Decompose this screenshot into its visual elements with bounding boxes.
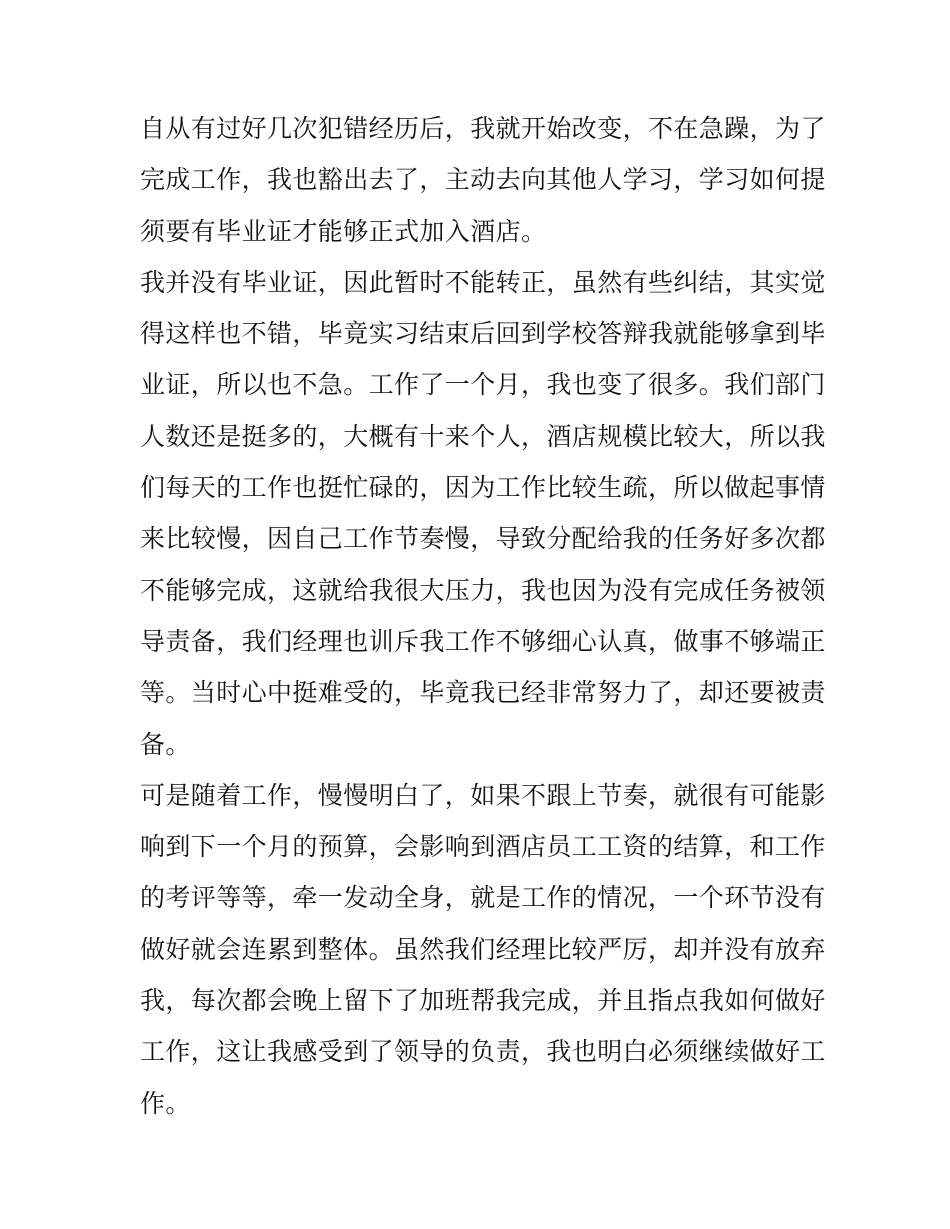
paragraph-1-line-1: 自从有过好几次犯错经历后，我就开始改变，不在急躁，为了	[140, 114, 826, 143]
paragraph-2-line-9: 等。当时心中挺难受的，毕竟我已经非常努力了，却还要被责	[140, 678, 826, 708]
paragraph-2-line-7: 不能够完成，这就给我很大压力，我也因为没有完成任务被领	[140, 575, 826, 605]
paragraph-1-line-3: 须要有毕业证才能够正式加入酒店。	[140, 216, 547, 246]
paragraph-2-line-5: 们每天的工作也挺忙碌的，因为工作比较生疏，所以做起事情	[140, 473, 826, 503]
paragraph-3-line-3: 的考评等等，牵一发动全身，就是工作的情况，一个环节没有	[140, 883, 826, 913]
paragraph-2-line-4: 人数还是挺多的，大概有十来个人，酒店规模比较大，所以我	[140, 421, 826, 451]
paragraph-3-line-1: 可是随着工作，慢慢明白了，如果不跟上节奏，就很有可能影	[140, 780, 826, 810]
paragraph-3-line-6: 工作，这让我感受到了领导的负责，我也明白必须继续做好工	[140, 1037, 826, 1067]
document-body	[140, 103, 826, 1129]
paragraph-3-line-5: 我，每次都会晚上留下了加班帮我完成，并且指点我如何做好	[140, 986, 826, 1016]
paragraph-2-line-6: 来比较慢，因自己工作节奏慢，导致分配给我的任务好多次都	[140, 524, 826, 554]
paragraph-3-line-7: 作。	[140, 1088, 191, 1118]
paragraph-3-line-2: 响到下一个月的预算，会影响到酒店员工工资的结算，和工作	[140, 832, 826, 862]
paragraph-3-line-4: 做好就会连累到整体。虽然我们经理比较严厉，却并没有放弃	[140, 934, 826, 964]
paragraph-2-line-2: 得这样也不错，毕竟实习结束后回到学校答辩我就能够拿到毕	[140, 319, 826, 349]
paragraph-1-line-2: 完成工作，我也豁出去了，主动去向其他人学习，学习如何提	[140, 165, 826, 195]
paragraph-2-line-8: 导责备，我们经理也训斥我工作不够细心认真，做事不够端正	[140, 626, 826, 656]
paragraph-2-line-1: 我并没有毕业证，因此暂时不能转正，虽然有些纠结，其实觉	[140, 267, 826, 297]
paragraph-2-line-3: 业证，所以也不急。工作了一个月，我也变了很多。我们部门	[140, 370, 826, 400]
paragraph-2-line-10: 备。	[140, 729, 191, 759]
